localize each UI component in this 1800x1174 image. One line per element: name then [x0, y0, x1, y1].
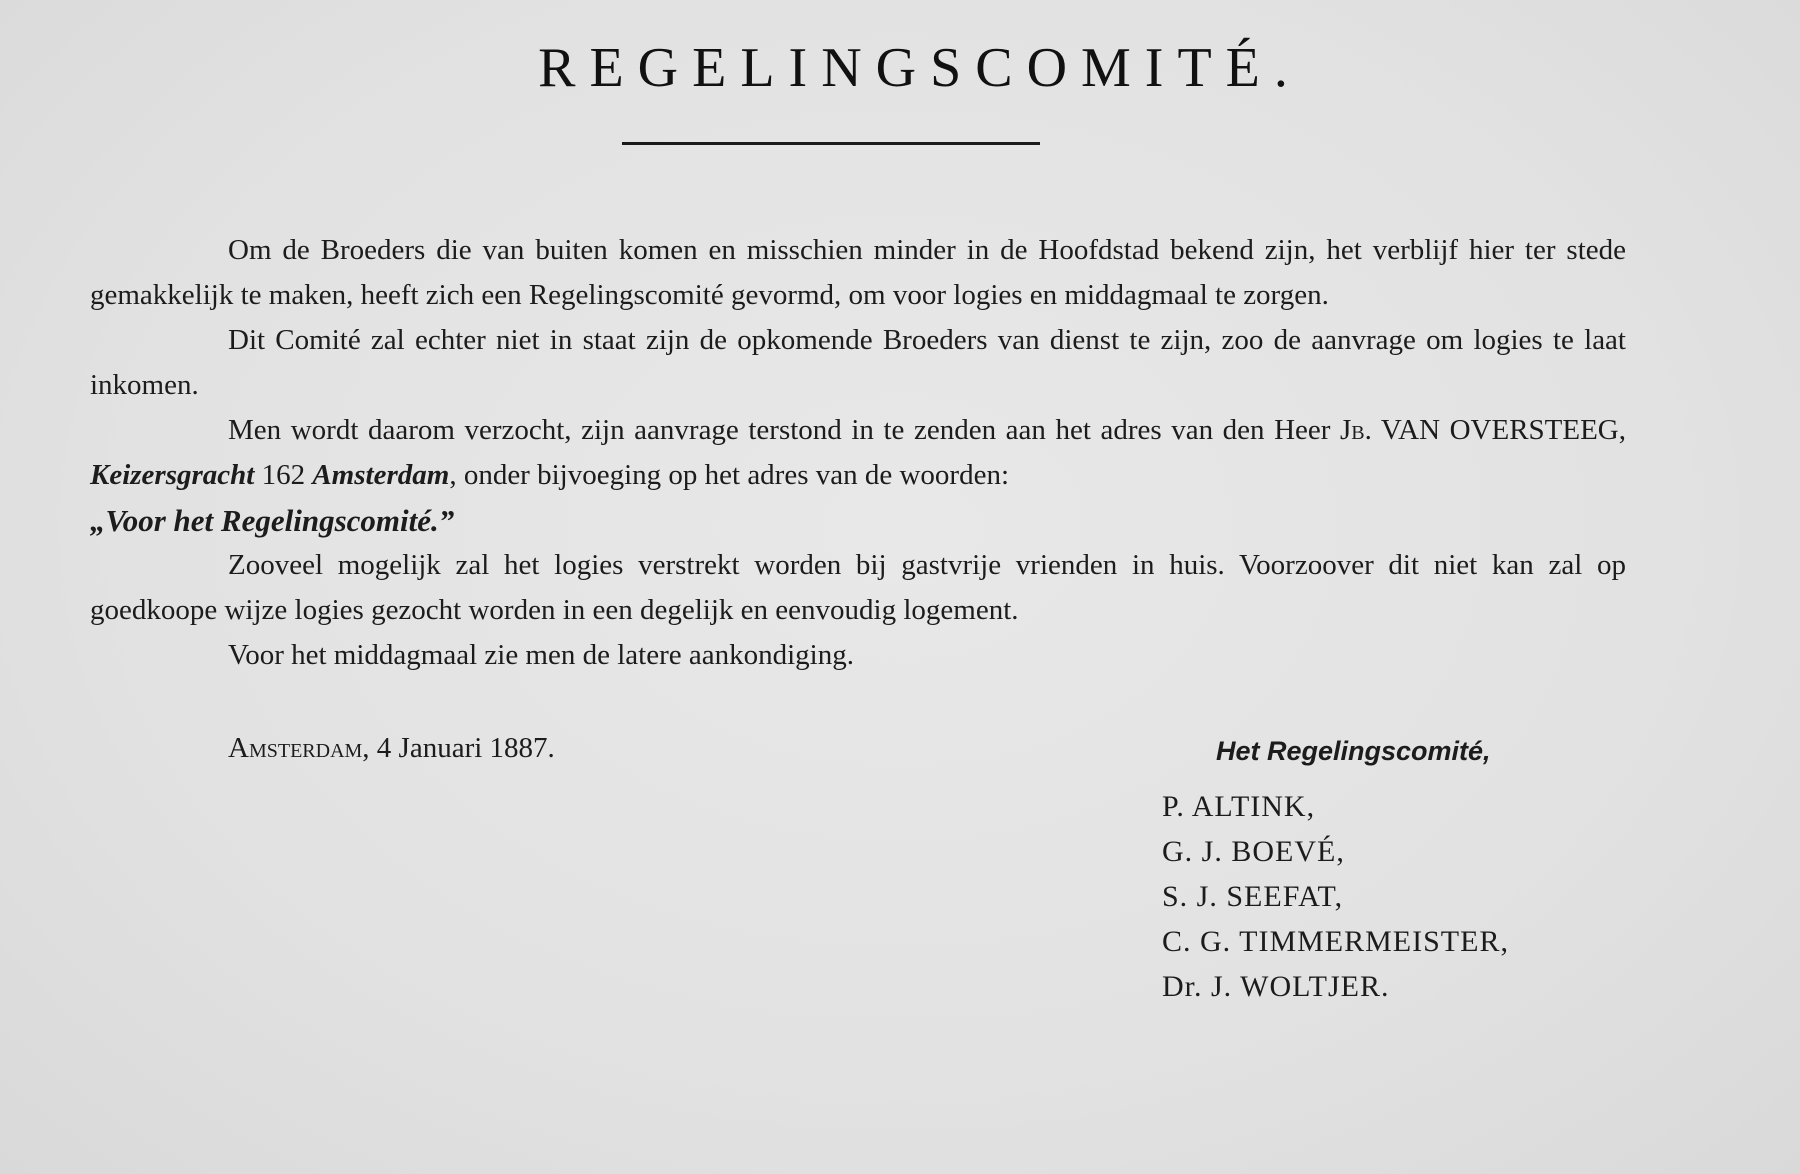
paragraph-2: Dit Comité zal echter niet in staat zijn de opkomende Broeders van dienst te zijn, zoo de aanvrage om logies te laat inkomen.: [90, 324, 1626, 401]
date-place: Amsterdam,: [228, 732, 370, 764]
signatory: Dr. J. WOLTJER.: [1162, 970, 1390, 1003]
contact-city: Amsterdam: [312, 459, 450, 491]
signature-heading: Het Regelingscomité,: [1216, 736, 1491, 766]
contact-name: Jb. VAN OVERSTEEG,: [1340, 414, 1626, 446]
contact-number: 162: [261, 459, 306, 491]
paragraph-1: Om de Broeders die van buiten komen en misschien minder in de Hoofdstad bekend zijn, het verblijf hier ter stede gemakkelijk te maken, heeft zich een Regelingscomité gevormd, om voor logies en middagmaal te zorgen.: [90, 234, 1626, 311]
paragraph-3: [90, 408, 1626, 543]
paragraph-4: Zooveel mogelijk zal het logies verstrekt worden bij gastvrije vrienden in huis. Voorzoover dit niet kan zal op goedkoope wijze logies gezocht worden in een degelijk en eenvoudig logement.: [90, 549, 1626, 626]
signatory: P. ALTINK,: [1162, 790, 1316, 823]
date-line: [228, 732, 555, 765]
signatory: C. G. TIMMERMEISTER,: [1162, 925, 1509, 958]
signatory-list: [1162, 784, 1509, 1009]
paragraph-5: Voor het middagmaal zie men de latere aankondiging.: [228, 639, 854, 671]
body-text: [90, 228, 1626, 678]
paragraph-3-lead: Men wordt daarom verzocht, zijn aanvrage terstond in te zenden aan het adres van den Heer: [228, 414, 1331, 446]
title-divider: [622, 142, 1040, 145]
date-value: 4 Januari 1887.: [376, 732, 555, 764]
address-quote: „Voor het Regelingscomité.”: [90, 503, 455, 538]
document-title: REGELINGSCOMITÉ.: [538, 37, 1302, 99]
signatory: S. J. SEEFAT,: [1162, 880, 1344, 913]
signatory: G. J. BOEVÉ,: [1162, 835, 1345, 868]
contact-street: Keizersgracht: [90, 459, 255, 491]
paragraph-3-tail: , onder bijvoeging op het adres van de woorden:: [449, 459, 1010, 491]
